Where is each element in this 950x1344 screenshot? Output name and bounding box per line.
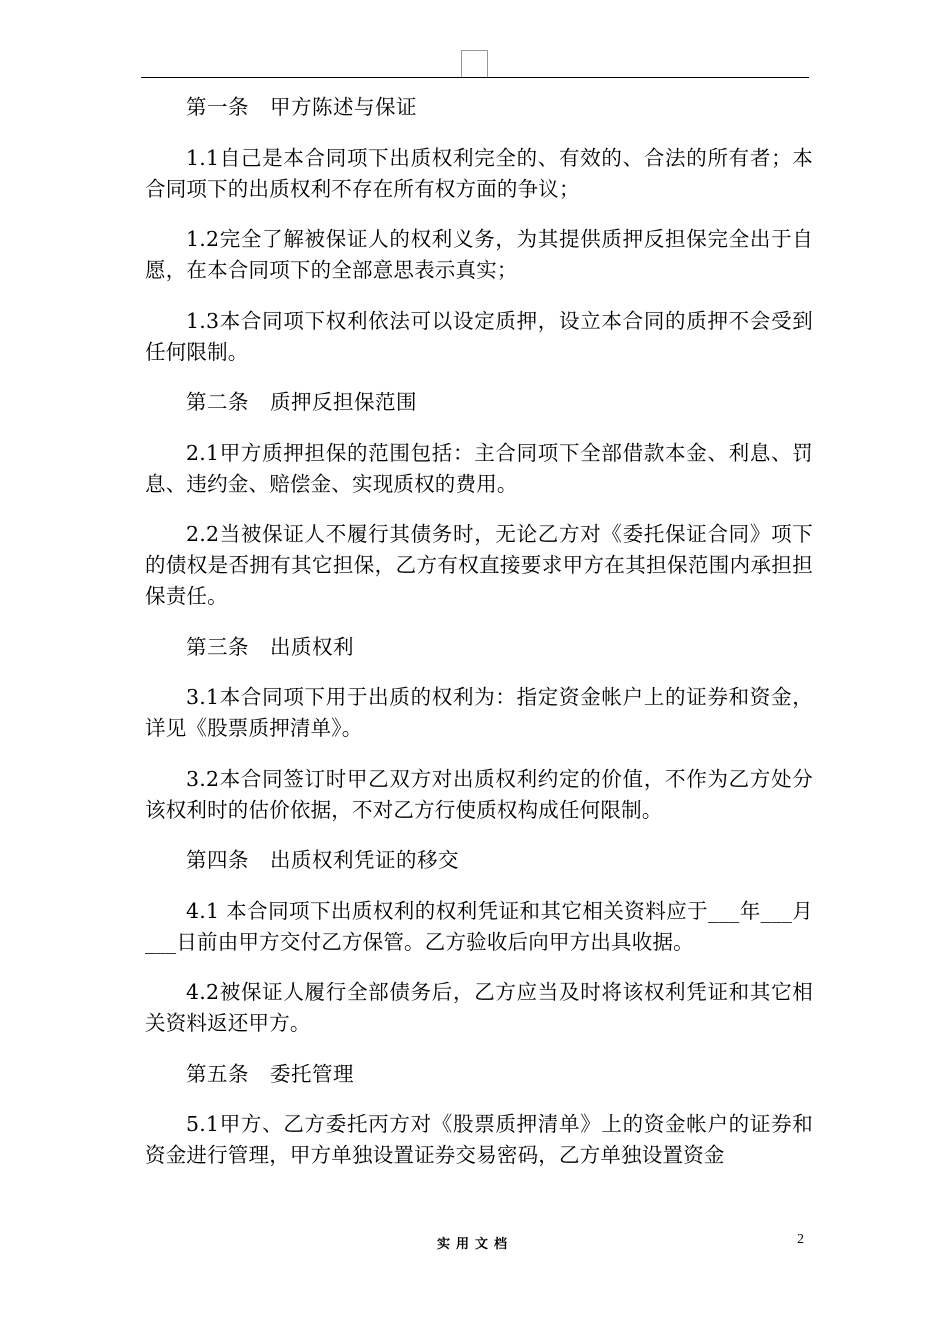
- clause-paragraph: 2.2当被保证人不履行其债务时，无论乙方对《委托保证合同》项下的债权是否拥有其它担保，乙方有权直接要求甲方在其担保范围内承担担保责任。: [145, 522, 813, 608]
- clause-paragraph: 2.1甲方质押担保的范围包括：主合同项下全部借款本金、利息、罚息、违约金、赔偿金、实现质权的费用。: [145, 440, 813, 496]
- clause-paragraph: 1.2完全了解被保证人的权利义务，为其提供质押反担保完全出于自愿，在本合同项下的全部意思表示真实；: [145, 227, 813, 282]
- clause-paragraph: 4.1 本合同项下出质权利的权利凭证和其它相关资料应于___年___月___日前由甲方交付乙方保管。乙方验收后向甲方出具收据。: [145, 898, 813, 954]
- article-heading: 第三条 出质权利: [186, 634, 354, 659]
- article-heading: 第一条 甲方陈述与保证: [186, 95, 417, 119]
- article-heading: 第二条 质押反担保范围: [186, 390, 417, 414]
- article-heading: 第四条 出质权利凭证的移交: [186, 848, 459, 872]
- clause-paragraph: 1.1自己是本合同项下出质权利完全的、有效的、合法的所有者；本合同项下的出质权利不存在所有权方面的争议；: [145, 145, 813, 201]
- footer-label: 实用文档: [436, 1237, 513, 1252]
- header-box: [461, 50, 488, 77]
- article-heading: 第五条 委托管理: [186, 1061, 354, 1086]
- page-number: 2: [797, 1232, 804, 1247]
- document-body: [145, 92, 813, 1191]
- clause-paragraph: 3.2本合同签订时甲乙双方对出质权利约定的价值，不作为乙方处分该权利时的估价依据，不对乙方行使质权构成任何限制。: [145, 766, 813, 822]
- clause-paragraph: 1.3本合同项下权利依法可以设定质押，设立本合同的质押不会受到任何限制。: [145, 308, 813, 364]
- clause-paragraph: 4.2被保证人履行全部债务后，乙方应当及时将该权利凭证和其它相关资料返还甲方。: [145, 980, 813, 1035]
- header-rule: [141, 77, 809, 78]
- clause-paragraph: 3.1本合同项下用于出质的权利为：指定资金帐户上的证券和资金，详见《股票质押清单》。: [145, 685, 813, 740]
- clause-paragraph: 5.1甲方、乙方委托丙方对《股票质押清单》上的资金帐户的证券和资金进行管理，甲方单独设置证券交易密码，乙方单独设置资金: [145, 1112, 813, 1167]
